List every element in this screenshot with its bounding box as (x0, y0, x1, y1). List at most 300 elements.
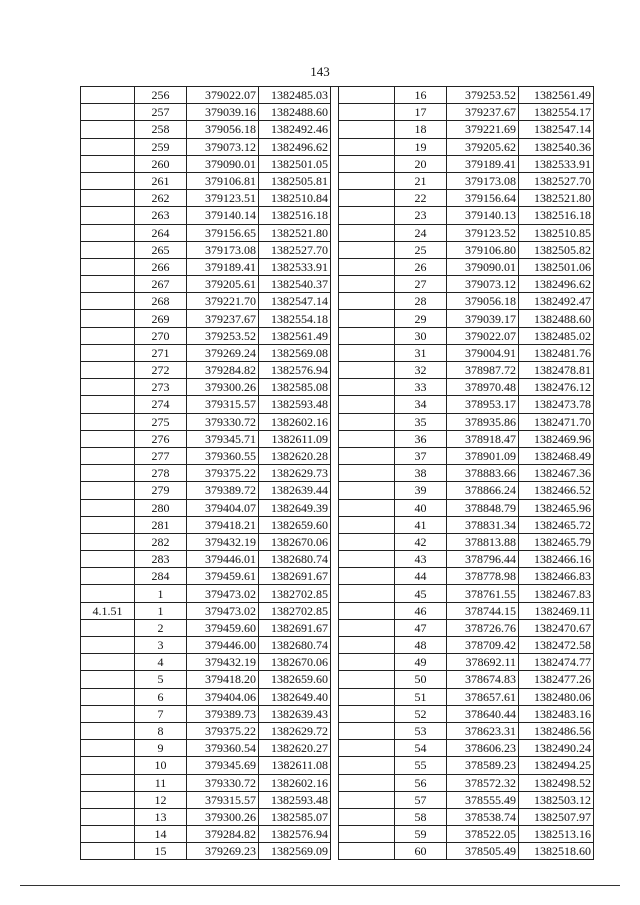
left-y-coordinate: 1382629.72 (259, 722, 331, 739)
left-y-coordinate: 1382496.62 (259, 138, 331, 155)
left-y-coordinate: 1382680.74 (259, 551, 331, 568)
left-x-coordinate: 379389.72 (187, 482, 259, 499)
right-section-cell (339, 551, 395, 568)
column-gap (331, 688, 339, 705)
left-point-number: 276 (135, 430, 187, 447)
left-y-coordinate: 1382691.67 (259, 568, 331, 585)
table-row (81, 499, 594, 516)
left-y-coordinate: 1382602.16 (259, 413, 331, 430)
table-row (81, 327, 594, 344)
table-row (81, 533, 594, 550)
right-y-coordinate: 1382496.62 (519, 276, 594, 293)
left-y-coordinate: 1382527.70 (259, 241, 331, 258)
table-row (81, 138, 594, 155)
column-gap (331, 533, 339, 550)
table-row (81, 276, 594, 293)
column-gap (331, 499, 339, 516)
left-section-cell (81, 826, 135, 843)
right-point-number: 42 (395, 533, 447, 550)
left-section-cell (81, 224, 135, 241)
left-y-coordinate: 1382611.08 (259, 757, 331, 774)
right-x-coordinate: 379237.67 (447, 104, 519, 121)
column-gap (331, 138, 339, 155)
right-x-coordinate: 378726.76 (447, 619, 519, 636)
left-point-number: 263 (135, 207, 187, 224)
right-point-number: 48 (395, 637, 447, 654)
column-gap (331, 362, 339, 379)
left-y-coordinate: 1382670.06 (259, 654, 331, 671)
right-point-number: 47 (395, 619, 447, 636)
table-row (81, 207, 594, 224)
table-row (81, 774, 594, 791)
left-y-coordinate: 1382501.05 (259, 155, 331, 172)
right-y-coordinate: 1382466.52 (519, 482, 594, 499)
right-point-number: 40 (395, 499, 447, 516)
column-gap (331, 671, 339, 688)
column-gap (331, 602, 339, 619)
right-y-coordinate: 1382492.47 (519, 293, 594, 310)
right-y-coordinate: 1382488.60 (519, 310, 594, 327)
right-section-cell (339, 654, 395, 671)
left-point-number: 13 (135, 808, 187, 825)
right-x-coordinate: 378761.55 (447, 585, 519, 602)
left-y-coordinate: 1382585.07 (259, 808, 331, 825)
right-point-number: 34 (395, 396, 447, 413)
table-row (81, 843, 594, 860)
right-section-cell (339, 826, 395, 843)
table-row (81, 310, 594, 327)
right-point-number: 22 (395, 190, 447, 207)
left-x-coordinate: 379404.06 (187, 688, 259, 705)
right-point-number: 26 (395, 258, 447, 275)
right-x-coordinate: 379004.91 (447, 344, 519, 361)
table-row (81, 293, 594, 310)
left-point-number: 259 (135, 138, 187, 155)
right-y-coordinate: 1382476.12 (519, 379, 594, 396)
right-point-number: 20 (395, 155, 447, 172)
left-y-coordinate: 1382488.60 (259, 104, 331, 121)
right-x-coordinate: 378692.11 (447, 654, 519, 671)
right-section-cell (339, 533, 395, 550)
left-y-coordinate: 1382554.18 (259, 310, 331, 327)
right-y-coordinate: 1382466.16 (519, 551, 594, 568)
column-gap (331, 722, 339, 739)
left-y-coordinate: 1382611.09 (259, 430, 331, 447)
left-section-cell (81, 121, 135, 138)
right-point-number: 43 (395, 551, 447, 568)
right-section-cell (339, 172, 395, 189)
left-y-coordinate: 1382670.06 (259, 533, 331, 550)
right-point-number: 44 (395, 568, 447, 585)
left-section-cell (81, 327, 135, 344)
right-section-cell (339, 87, 395, 104)
left-x-coordinate: 379189.41 (187, 258, 259, 275)
table-row (81, 808, 594, 825)
left-point-number: 270 (135, 327, 187, 344)
left-section-cell (81, 241, 135, 258)
right-point-number: 36 (395, 430, 447, 447)
table-row (81, 87, 594, 104)
column-gap (331, 619, 339, 636)
table-row (81, 791, 594, 808)
left-section-cell (81, 413, 135, 430)
right-point-number: 51 (395, 688, 447, 705)
left-point-number: 15 (135, 843, 187, 860)
right-x-coordinate: 378883.66 (447, 465, 519, 482)
left-y-coordinate: 1382680.74 (259, 637, 331, 654)
right-x-coordinate: 378987.72 (447, 362, 519, 379)
table-row (81, 430, 594, 447)
left-point-number: 267 (135, 276, 187, 293)
column-gap (331, 826, 339, 843)
left-x-coordinate: 379140.14 (187, 207, 259, 224)
right-point-number: 45 (395, 585, 447, 602)
left-section-cell (81, 430, 135, 447)
right-section-cell (339, 791, 395, 808)
column-gap (331, 757, 339, 774)
left-section-cell (81, 499, 135, 516)
left-x-coordinate: 379123.51 (187, 190, 259, 207)
right-x-coordinate: 378866.24 (447, 482, 519, 499)
column-gap (331, 327, 339, 344)
column-gap (331, 637, 339, 654)
left-section-cell (81, 87, 135, 104)
left-section-cell (81, 172, 135, 189)
right-x-coordinate: 378796.44 (447, 551, 519, 568)
right-x-coordinate: 379022.07 (447, 327, 519, 344)
right-x-coordinate: 379205.62 (447, 138, 519, 155)
right-x-coordinate: 379221.69 (447, 121, 519, 138)
left-point-number: 269 (135, 310, 187, 327)
table-row (81, 826, 594, 843)
left-x-coordinate: 379473.02 (187, 585, 259, 602)
right-section-cell (339, 465, 395, 482)
left-y-coordinate: 1382639.43 (259, 705, 331, 722)
left-x-coordinate: 379056.18 (187, 121, 259, 138)
left-y-coordinate: 1382602.16 (259, 774, 331, 791)
left-y-coordinate: 1382691.67 (259, 619, 331, 636)
right-point-number: 39 (395, 482, 447, 499)
right-y-coordinate: 1382480.06 (519, 688, 594, 705)
right-x-coordinate: 378589.23 (447, 757, 519, 774)
left-section-cell (81, 293, 135, 310)
right-point-number: 25 (395, 241, 447, 258)
left-point-number: 278 (135, 465, 187, 482)
right-y-coordinate: 1382498.52 (519, 774, 594, 791)
column-gap (331, 155, 339, 172)
left-point-number: 281 (135, 516, 187, 533)
right-section-cell (339, 585, 395, 602)
right-x-coordinate: 378848.79 (447, 499, 519, 516)
table-row (81, 362, 594, 379)
right-x-coordinate: 378744.15 (447, 602, 519, 619)
right-point-number: 31 (395, 344, 447, 361)
left-point-number: 277 (135, 447, 187, 464)
left-x-coordinate: 379269.24 (187, 344, 259, 361)
right-y-coordinate: 1382518.60 (519, 843, 594, 860)
table-row (81, 688, 594, 705)
right-section-cell (339, 362, 395, 379)
table-row (81, 379, 594, 396)
right-y-coordinate: 1382510.85 (519, 224, 594, 241)
right-point-number: 59 (395, 826, 447, 843)
right-y-coordinate: 1382481.76 (519, 344, 594, 361)
right-x-coordinate: 378953.17 (447, 396, 519, 413)
table-row (81, 155, 594, 172)
right-x-coordinate: 378522.05 (447, 826, 519, 843)
column-gap (331, 121, 339, 138)
right-point-number: 41 (395, 516, 447, 533)
table-row (81, 344, 594, 361)
left-point-number: 258 (135, 121, 187, 138)
right-x-coordinate: 378572.32 (447, 774, 519, 791)
left-x-coordinate: 379284.82 (187, 826, 259, 843)
right-x-coordinate: 379123.52 (447, 224, 519, 241)
left-section-cell (81, 276, 135, 293)
left-point-number: 261 (135, 172, 187, 189)
right-section-cell (339, 568, 395, 585)
left-point-number: 12 (135, 791, 187, 808)
column-gap (331, 447, 339, 464)
left-x-coordinate: 379073.12 (187, 138, 259, 155)
left-section-cell (81, 568, 135, 585)
left-section-cell (81, 551, 135, 568)
right-x-coordinate: 378674.83 (447, 671, 519, 688)
left-y-coordinate: 1382492.46 (259, 121, 331, 138)
table-row (81, 104, 594, 121)
table-row (81, 602, 594, 619)
table-row (81, 224, 594, 241)
column-gap (331, 585, 339, 602)
right-x-coordinate: 378657.61 (447, 688, 519, 705)
right-x-coordinate: 378555.49 (447, 791, 519, 808)
column-gap (331, 396, 339, 413)
right-section-cell (339, 190, 395, 207)
right-y-coordinate: 1382490.24 (519, 740, 594, 757)
table-row (81, 190, 594, 207)
left-section-cell (81, 843, 135, 860)
left-section-cell (81, 654, 135, 671)
left-section-cell (81, 362, 135, 379)
right-point-number: 32 (395, 362, 447, 379)
right-y-coordinate: 1382478.81 (519, 362, 594, 379)
right-section-cell (339, 396, 395, 413)
right-section-cell (339, 671, 395, 688)
right-y-coordinate: 1382501.06 (519, 258, 594, 275)
right-y-coordinate: 1382469.11 (519, 602, 594, 619)
left-point-number: 7 (135, 705, 187, 722)
left-y-coordinate: 1382521.80 (259, 224, 331, 241)
left-point-number: 6 (135, 688, 187, 705)
left-point-number: 1 (135, 602, 187, 619)
right-point-number: 23 (395, 207, 447, 224)
right-section-cell (339, 104, 395, 121)
left-x-coordinate: 379253.52 (187, 327, 259, 344)
left-y-coordinate: 1382649.40 (259, 688, 331, 705)
table-row (81, 722, 594, 739)
page-number: 143 (310, 64, 330, 79)
right-point-number: 49 (395, 654, 447, 671)
left-x-coordinate: 379330.72 (187, 774, 259, 791)
right-y-coordinate: 1382503.12 (519, 791, 594, 808)
left-point-number: 262 (135, 190, 187, 207)
right-y-coordinate: 1382513.16 (519, 826, 594, 843)
table-row (81, 241, 594, 258)
right-point-number: 50 (395, 671, 447, 688)
right-section-cell (339, 808, 395, 825)
left-y-coordinate: 1382485.03 (259, 87, 331, 104)
left-y-coordinate: 1382569.09 (259, 843, 331, 860)
right-y-coordinate: 1382561.49 (519, 87, 594, 104)
right-section-cell (339, 430, 395, 447)
left-x-coordinate: 379360.55 (187, 447, 259, 464)
left-y-coordinate: 1382547.14 (259, 293, 331, 310)
right-point-number: 53 (395, 722, 447, 739)
table-row (81, 396, 594, 413)
right-section-cell (339, 757, 395, 774)
left-point-number: 5 (135, 671, 187, 688)
column-gap (331, 190, 339, 207)
column-gap (331, 740, 339, 757)
left-x-coordinate: 379375.22 (187, 465, 259, 482)
right-section-cell (339, 293, 395, 310)
column-gap (331, 843, 339, 860)
left-point-number: 279 (135, 482, 187, 499)
left-point-number: 9 (135, 740, 187, 757)
right-point-number: 58 (395, 808, 447, 825)
right-point-number: 55 (395, 757, 447, 774)
right-section-cell (339, 344, 395, 361)
column-gap (331, 654, 339, 671)
table-row (81, 551, 594, 568)
left-section-cell (81, 465, 135, 482)
left-x-coordinate: 379418.20 (187, 671, 259, 688)
right-point-number: 54 (395, 740, 447, 757)
left-section-cell (81, 585, 135, 602)
right-point-number: 19 (395, 138, 447, 155)
left-section-cell (81, 344, 135, 361)
left-y-coordinate: 1382510.84 (259, 190, 331, 207)
left-x-coordinate: 379156.65 (187, 224, 259, 241)
table-row (81, 585, 594, 602)
right-y-coordinate: 1382554.17 (519, 104, 594, 121)
table-row (81, 740, 594, 757)
left-x-coordinate: 379446.00 (187, 637, 259, 654)
right-x-coordinate: 379090.01 (447, 258, 519, 275)
column-gap (331, 465, 339, 482)
left-y-coordinate: 1382702.85 (259, 585, 331, 602)
left-point-number: 265 (135, 241, 187, 258)
left-x-coordinate: 379039.16 (187, 104, 259, 121)
left-section-cell (81, 482, 135, 499)
column-gap (331, 774, 339, 791)
right-point-number: 52 (395, 705, 447, 722)
right-section-cell (339, 327, 395, 344)
table-row (81, 516, 594, 533)
left-y-coordinate: 1382561.49 (259, 327, 331, 344)
right-y-coordinate: 1382516.18 (519, 207, 594, 224)
left-x-coordinate: 379173.08 (187, 241, 259, 258)
left-section-cell (81, 379, 135, 396)
left-section-cell (81, 310, 135, 327)
right-y-coordinate: 1382466.83 (519, 568, 594, 585)
right-x-coordinate: 378970.48 (447, 379, 519, 396)
right-point-number: 27 (395, 276, 447, 293)
left-x-coordinate: 379300.26 (187, 379, 259, 396)
right-section-cell (339, 843, 395, 860)
column-gap (331, 791, 339, 808)
left-x-coordinate: 379473.02 (187, 602, 259, 619)
table-row (81, 637, 594, 654)
table-row (81, 654, 594, 671)
table-row (81, 619, 594, 636)
left-section-cell (81, 791, 135, 808)
column-gap (331, 705, 339, 722)
table-row (81, 757, 594, 774)
table-row (81, 482, 594, 499)
right-point-number: 28 (395, 293, 447, 310)
right-x-coordinate: 379056.18 (447, 293, 519, 310)
right-point-number: 37 (395, 447, 447, 464)
right-section-cell (339, 482, 395, 499)
left-y-coordinate: 1382629.73 (259, 465, 331, 482)
right-x-coordinate: 378505.49 (447, 843, 519, 860)
table-row (81, 465, 594, 482)
left-point-number: 272 (135, 362, 187, 379)
right-section-cell (339, 722, 395, 739)
right-section-cell (339, 688, 395, 705)
left-section-cell (81, 533, 135, 550)
right-y-coordinate: 1382465.96 (519, 499, 594, 516)
column-gap (331, 482, 339, 499)
column-gap (331, 568, 339, 585)
right-section-cell (339, 155, 395, 172)
right-y-coordinate: 1382470.67 (519, 619, 594, 636)
left-section-cell (81, 774, 135, 791)
right-x-coordinate: 378918.47 (447, 430, 519, 447)
right-y-coordinate: 1382473.78 (519, 396, 594, 413)
left-x-coordinate: 379205.61 (187, 276, 259, 293)
left-point-number: 257 (135, 104, 187, 121)
right-section-cell (339, 379, 395, 396)
left-y-coordinate: 1382516.18 (259, 207, 331, 224)
left-section-cell (81, 155, 135, 172)
right-x-coordinate: 378623.31 (447, 722, 519, 739)
left-x-coordinate: 379284.82 (187, 362, 259, 379)
right-x-coordinate: 378709.42 (447, 637, 519, 654)
right-y-coordinate: 1382540.36 (519, 138, 594, 155)
right-y-coordinate: 1382467.36 (519, 465, 594, 482)
left-section-cell (81, 207, 135, 224)
left-x-coordinate: 379459.60 (187, 619, 259, 636)
right-y-coordinate: 1382474.77 (519, 654, 594, 671)
right-section-cell (339, 705, 395, 722)
left-x-coordinate: 379315.57 (187, 396, 259, 413)
right-y-coordinate: 1382483.16 (519, 705, 594, 722)
left-x-coordinate: 379090.01 (187, 155, 259, 172)
left-x-coordinate: 379022.07 (187, 87, 259, 104)
left-x-coordinate: 379330.72 (187, 413, 259, 430)
left-y-coordinate: 1382593.48 (259, 396, 331, 413)
left-point-number: 280 (135, 499, 187, 516)
left-point-number: 8 (135, 722, 187, 739)
left-point-number: 273 (135, 379, 187, 396)
right-section-cell (339, 499, 395, 516)
table-row (81, 413, 594, 430)
column-gap (331, 172, 339, 189)
right-point-number: 29 (395, 310, 447, 327)
right-point-number: 24 (395, 224, 447, 241)
